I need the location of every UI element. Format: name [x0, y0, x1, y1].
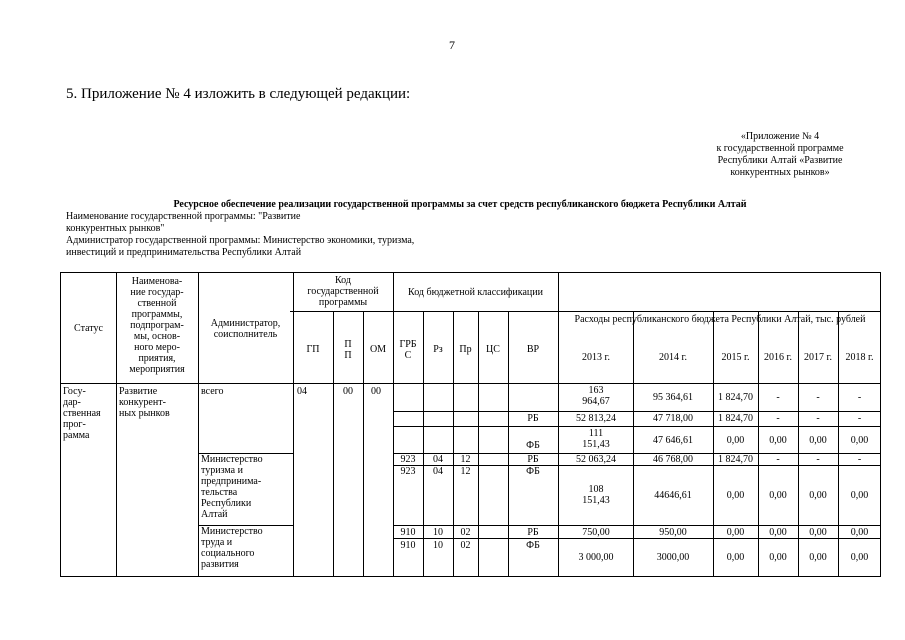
table-cell: 04 — [433, 466, 443, 477]
header-status: Статус — [74, 323, 103, 334]
table-cell: 47 718,00 — [653, 413, 693, 424]
table-cell: 0,00 — [726, 490, 745, 501]
table-cell: 0,00 — [769, 527, 787, 538]
admin-total-cell: всего — [201, 386, 224, 397]
header-year: 2018 г. — [845, 352, 874, 363]
table-cell: 02 — [460, 540, 471, 551]
table-cell: РБ — [527, 454, 539, 465]
document-title: Ресурсное обеспечение реализации государственной программы за счет средств республиканского бюджета Республики Алтай — [173, 199, 747, 210]
program-name-line: конкурентных рынков" — [66, 223, 165, 234]
pp-cell: 00 — [343, 386, 353, 397]
table-cell: 950,00 — [659, 527, 687, 538]
table-cell: - — [776, 392, 780, 403]
table-cell: 02 — [460, 527, 471, 538]
table-cell: 0,00 — [809, 552, 827, 563]
table-cell: 3 000,00 — [578, 552, 614, 563]
table-cell: РБ — [527, 413, 539, 424]
table-cell: - — [816, 413, 820, 424]
appendix-note — [690, 131, 870, 179]
table-cell: 3000,00 — [656, 552, 690, 563]
header-pr: Пр — [459, 344, 472, 355]
table-cell: 750,00 — [582, 527, 610, 538]
program-name-cell: Развитие конкурент- ных рынков — [119, 386, 170, 419]
table-cell: 0,00 — [726, 435, 745, 446]
table-cell: 04 — [433, 454, 443, 465]
table-cell: ФБ — [526, 440, 540, 451]
table-grid-line — [393, 538, 881, 539]
header-expenses: Расходы республиканского бюджета Республики Алтай, тыс. рублей — [574, 314, 866, 325]
table-cell: - — [857, 454, 862, 465]
table-cell: 12 — [460, 466, 471, 477]
table-cell: 1 824,70 — [718, 413, 753, 424]
resource-table — [60, 272, 881, 577]
table-cell: РБ — [527, 527, 539, 538]
table-cell: - — [816, 392, 820, 403]
header-rz: Рз — [433, 344, 443, 355]
table-cell: 923 — [400, 454, 416, 465]
header-vr: ВР — [526, 344, 540, 355]
status-cell: Госу- дар- ственная прог- рамма — [63, 386, 101, 441]
header-administrator: Администратор, соисполнитель — [210, 318, 281, 340]
appendix-note-line: к государственной программе — [716, 143, 844, 154]
header-om: ОМ — [369, 344, 387, 355]
header-grbs: ГРБ С — [399, 339, 417, 361]
administrator-line: Администратор государственной программы: Министерство экономики, туризма, — [66, 235, 415, 246]
table-cell: - — [857, 413, 862, 424]
table-cell: 95 364,61 — [653, 392, 693, 403]
administrator-line: инвестиций и предпринимательства Республики Алтай — [66, 247, 302, 258]
header-pp: П П — [344, 339, 352, 361]
table-grid-line — [293, 273, 294, 577]
table-cell: 111 151,43 — [582, 428, 610, 450]
table-cell: 163 964,67 — [582, 385, 610, 407]
admin-labor-cell: Министерство труда и социального развития — [201, 526, 263, 570]
table-grid-line — [393, 525, 881, 526]
table-cell: 47 646,61 — [653, 435, 693, 446]
table-cell: 923 — [400, 466, 416, 477]
table-cell: 46 768,00 — [653, 454, 693, 465]
table-cell: 0,00 — [769, 490, 787, 501]
table-cell: 44646,61 — [654, 490, 692, 501]
table-cell: - — [776, 454, 780, 465]
table-cell: 108 151,43 — [582, 484, 610, 506]
table-cell: 52 063,24 — [576, 454, 616, 465]
header-year: 2013 г. — [582, 352, 610, 363]
table-cell: 10 — [433, 527, 443, 538]
section-heading: 5. Приложение № 4 изложить в следующей редакции: — [66, 86, 411, 102]
table-cell: 0,00 — [726, 552, 745, 563]
table-cell: 0,00 — [726, 527, 745, 538]
program-name-line: Наименование государственной программы: "Развитие — [66, 211, 301, 222]
table-cell: 1 824,70 — [718, 454, 753, 465]
table-cell: - — [816, 454, 820, 465]
table-cell: 10 — [433, 540, 443, 551]
table-cell: 52 813,24 — [576, 413, 616, 424]
header-year: 2017 г. — [804, 352, 832, 363]
table-cell: 1 824,70 — [718, 392, 753, 403]
table-cell: 0,00 — [850, 435, 869, 446]
header-year: 2016 г. — [764, 352, 792, 363]
table-grid-line — [393, 411, 881, 412]
table-cell: 12 — [460, 454, 471, 465]
header-year: 2015 г. — [721, 352, 750, 363]
table-cell: - — [857, 392, 862, 403]
header-budget-code: Код бюджетной классификации — [408, 287, 543, 298]
header-name: Наименова- ние государ- ственной программы, подпрограм- мы, основ- ного меро- приятия, мероприятия — [129, 276, 185, 375]
table-cell: ФБ — [526, 540, 540, 551]
admin-tourism-cell: Министерство туризма и предпринима- тельства Республики Алтай — [201, 454, 263, 520]
om-cell: 00 — [371, 386, 381, 397]
table-cell: - — [776, 413, 780, 424]
header-cs: ЦС — [486, 344, 500, 355]
table-cell: 0,00 — [809, 435, 827, 446]
header-program-code: Код государственной программы — [307, 275, 379, 308]
table-grid-line — [559, 311, 881, 312]
table-grid-line — [290, 311, 559, 312]
page-number: 7 — [449, 38, 455, 52]
header-gp: ГП — [306, 344, 320, 355]
table-cell: ФБ — [526, 466, 540, 477]
table-cell: 910 — [400, 540, 416, 551]
table-cell: 0,00 — [809, 490, 827, 501]
gp-cell: 04 — [297, 386, 307, 397]
table-cell: 0,00 — [850, 490, 869, 501]
appendix-note-line: «Приложение № 4 — [740, 131, 820, 142]
header-year: 2014 г. — [659, 352, 687, 363]
appendix-note-line: Республики Алтай «Развитие — [717, 155, 843, 166]
table-cell: 0,00 — [769, 552, 787, 563]
table-cell: 0,00 — [850, 552, 869, 563]
table-cell: 910 — [400, 527, 416, 538]
table-cell: 0,00 — [809, 527, 827, 538]
appendix-note-line: конкурентных рынков» — [730, 167, 830, 178]
table-grid-line — [393, 426, 881, 427]
table-cell: 0,00 — [769, 435, 787, 446]
table-cell: 0,00 — [850, 527, 869, 538]
